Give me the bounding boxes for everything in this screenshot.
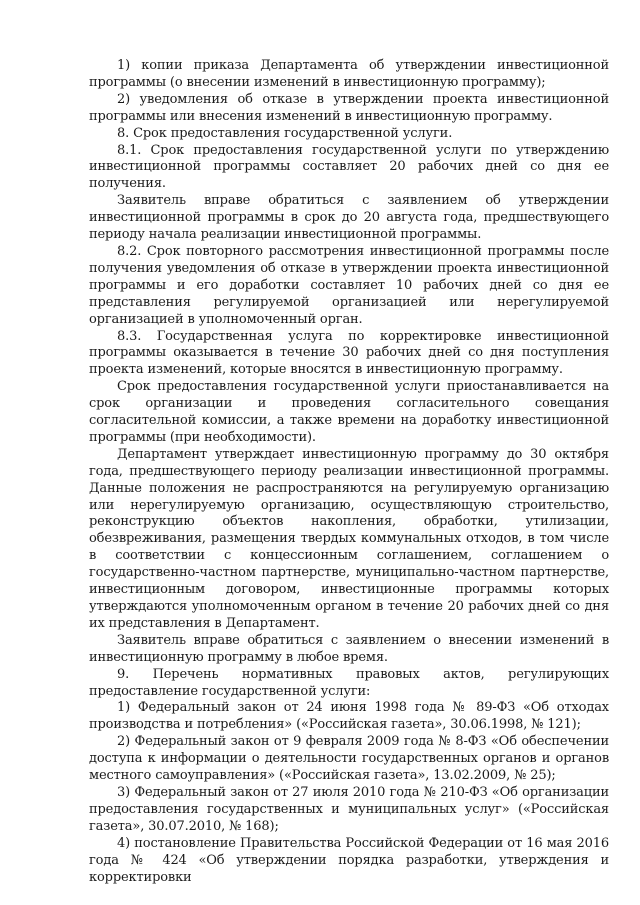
paragraph-9: Департамент утверждает инвестиционную программу до 30 октября года, предшествующего периоду реализации инвестиционной программы. Данные положения не распространяются на регулируемую организацию или нерегулируемую организацию, осуществляющую строительство, реконструкцию объектов накопления, обработки, утилизации, обезвреживания, размещения твердых коммунальных отходов, в том числе в соответствии с концессионным соглашением, соглашением о государственно-частном партнерстве, муниципально-частном партнерстве, инвестиционным договором, инвестиционные программы которых утверждаются уполномоченным органом в течение 20 рабочих дней со дня их представления в Департамент. bbox=[89, 446, 609, 631]
paragraph-11: 9. Перечень нормативных правовых актов, регулирующих предоставление государственной услуги: bbox=[89, 666, 609, 699]
document-body bbox=[89, 58, 609, 886]
paragraph-1: 1) копии приказа Департамента об утверждении инвестиционной программы (о внесении изменений в инвестиционную программу); bbox=[89, 58, 609, 90]
paragraph-6: 8.2. Срок повторного рассмотрения инвестиционной программы после получения уведомления об отказе в утверждении проекта инвестиционной программы и его доработки составляет 10 рабочих дней со дня ее представления регулируемой организацией или нерегулируемой организацией в уполномоченный орган. bbox=[89, 243, 609, 327]
paragraph-5: Заявитель вправе обратиться с заявлением об утверждении инвестиционной программы в срок до 20 августа года, предшествующего периоду начала реализации инвестиционной программы. bbox=[89, 193, 609, 243]
paragraph-12: 1) Федеральный закон от 24 июня 1998 года № 89-ФЗ «Об отходах производства и потребления» («Российская газета», 30.06.1998, № 121); bbox=[89, 700, 609, 733]
paragraph-14: 3) Федеральный закон от 27 июля 2010 года № 210-ФЗ «Об организации предоставления государственных и муниципальных услуг» («Российская газета», 30.07.2010, № 168); bbox=[89, 784, 609, 834]
paragraph-10: Заявитель вправе обратиться с заявлением о внесении изменений в инвестиционную программу в любое время. bbox=[89, 632, 609, 665]
paragraph-4: 8.1. Срок предоставления государственной услуги по утверждению инвестиционной программы составляет 20 рабочих дней со дня ее получения. bbox=[89, 142, 609, 192]
paragraph-15: 4) постановление Правительства Российской Федерации от 16 мая 2016 года № 424 «Об утверждении порядка разработки, утверждения и корректировки bbox=[89, 835, 609, 885]
paragraph-13: 2) Федеральный закон от 9 февраля 2009 года № 8-ФЗ «Об обеспечении доступа к информации о деятельности государственных органов и органов местного самоуправления» («Российская газета», 13.02.2009, № 25); bbox=[89, 734, 609, 784]
paragraph-7: 8.3. Государственная услуга по корректировке инвестиционной программы оказывается в течение 30 рабочих дней со дня поступления проекта изменений, которые вносятся в инвестиционную программу. bbox=[89, 328, 609, 378]
paragraph-3: 8. Срок предоставления государственной услуги. bbox=[117, 125, 453, 141]
paragraph-2: 2) уведомления об отказе в утверждении проекта инвестиционной программы или внесения изменений в инвестиционную программу. bbox=[89, 91, 609, 124]
paragraph-8: Срок предоставления государственной услуги приостанавливается на срок организации и проведения согласительного совещания согласительной комиссии, а также времени на доработку инвестиционной программы (при необходимости). bbox=[89, 379, 609, 445]
